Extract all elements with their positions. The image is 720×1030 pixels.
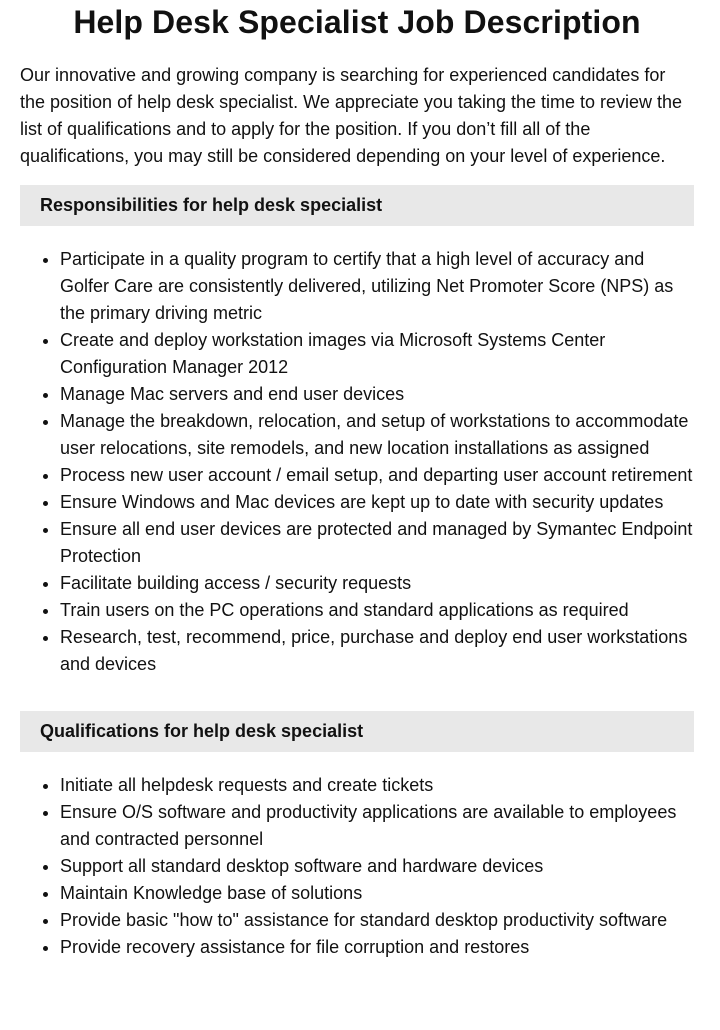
list-item: • Ensure all end user devices are protected and managed by Symantec Endpoint Protection: [60, 516, 694, 570]
list-item: • Support all standard desktop software and hardware devices: [60, 853, 694, 880]
list-item: • Maintain Knowledge base of solutions: [60, 880, 694, 907]
list-item: • Create and deploy workstation images via Microsoft Systems Center Configuration Manager 2012: [60, 327, 694, 381]
page-title: Help Desk Specialist Job Description: [73, 4, 641, 40]
section-spacer: [20, 678, 694, 696]
list-item: • Facilitate building access / security requests: [60, 570, 694, 597]
list-item: • Participate in a quality program to certify that a high level of accuracy and Golfer Care are consistently delivered, utilizing Net Promoter Score (NPS) as the primary driving metric: [60, 246, 694, 327]
list-item: • Provide basic "how to" assistance for standard desktop productivity software: [60, 907, 694, 934]
intro-paragraph: Our innovative and growing company is searching for experienced candidates for the position of help desk specialist. We appreciate you taking the time to review the list of qualifications and to apply for the position. If you don’t fill all of the qualifications, you may still be considered depending on your level of experience.: [20, 65, 683, 166]
list-item: • Manage Mac servers and end user devices: [60, 381, 694, 408]
responsibilities-list: [20, 246, 694, 678]
list-item: • Manage the breakdown, relocation, and setup of workstations to accommodate user relocations, site remodels, and new location installations as assigned: [60, 408, 694, 462]
list-item: • Train users on the PC operations and standard applications as required: [60, 597, 694, 624]
list-item: • Research, test, recommend, price, purchase and deploy end user workstations and devices: [60, 624, 694, 678]
qualifications-heading: Qualifications for help desk specialist: [20, 711, 694, 752]
list-item: • Ensure Windows and Mac devices are kept up to date with security updates: [60, 489, 694, 516]
list-item: • Provide recovery assistance for file corruption and restores: [60, 934, 694, 961]
responsibilities-heading: Responsibilities for help desk specialist: [20, 185, 694, 226]
list-item: • Initiate all helpdesk requests and create tickets: [60, 772, 694, 799]
qualifications-list: [20, 772, 694, 961]
list-item: • Ensure O/S software and productivity applications are available to employees and contracted personnel: [60, 799, 694, 853]
list-item: • Process new user account / email setup, and departing user account retirement: [60, 462, 694, 489]
